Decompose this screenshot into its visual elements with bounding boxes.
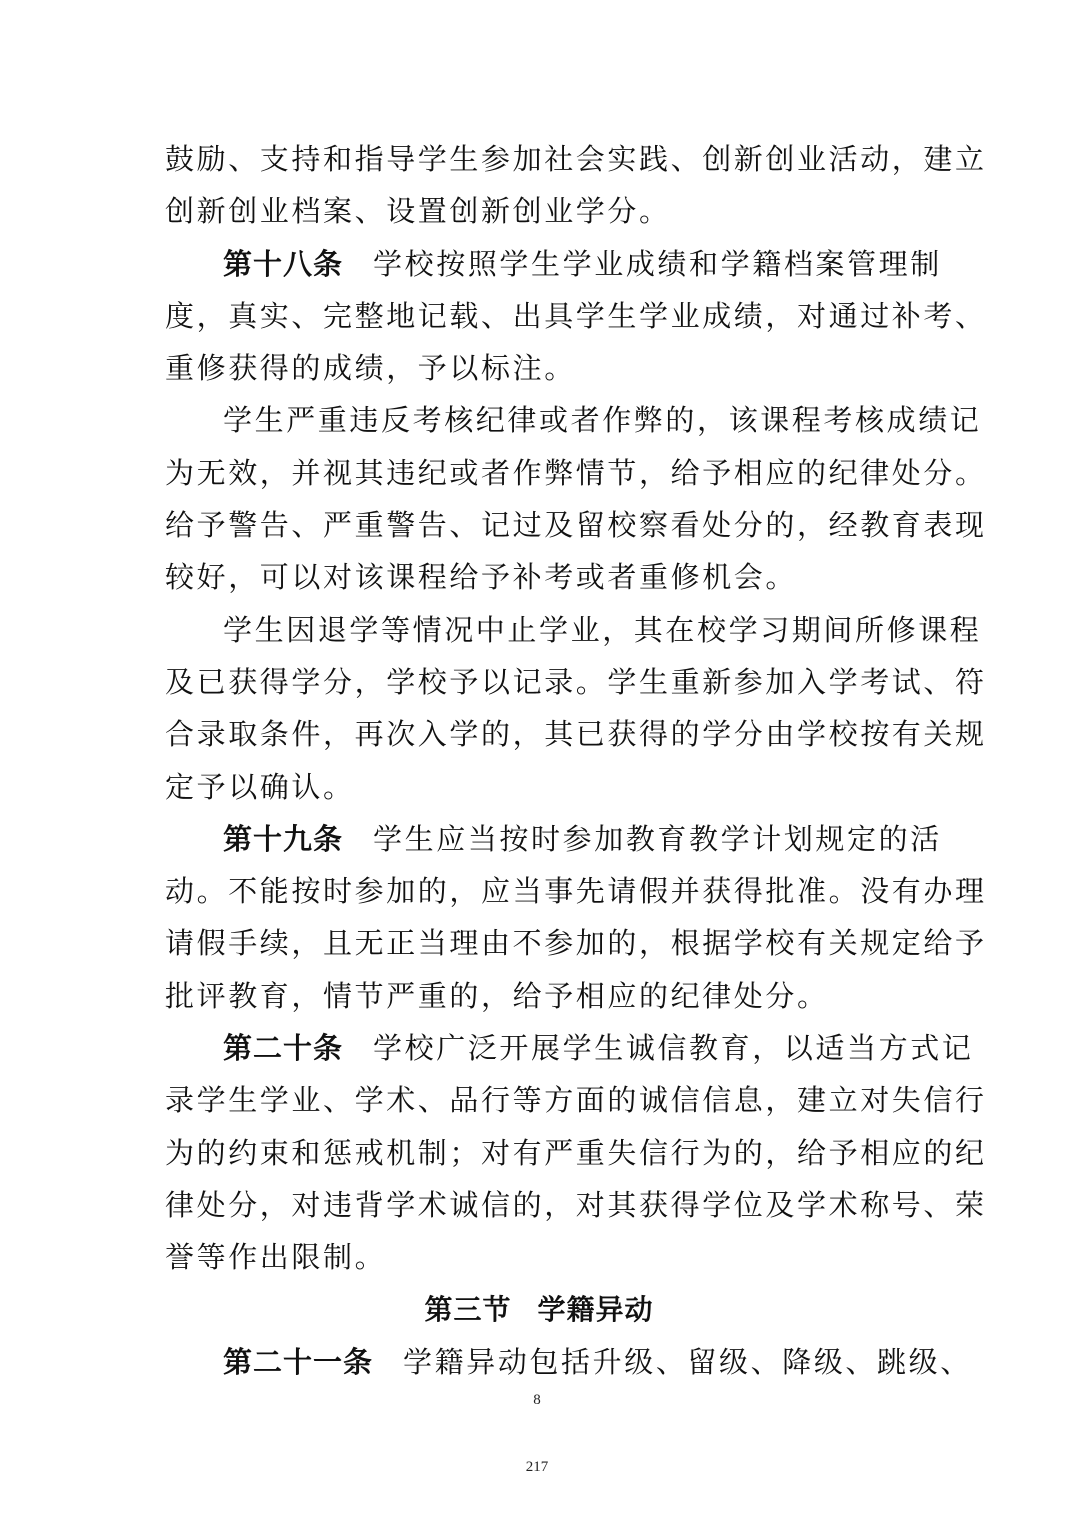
article-18-title: 第十八条 [223,246,344,281]
section-number: 第三节 [424,1292,512,1326]
text-line: 律处分，对违背学术诚信的，对其获得学位及学术称号、荣 [165,1187,987,1222]
page-number: 8 [533,1392,541,1408]
section-heading [165,1284,913,1336]
text-line: 合录取条件，再次入学的，其已获得的学分由学校按有关规 [165,717,987,752]
article-21-title: 第二十一条 [223,1344,374,1379]
text-line: 誉等作出限制。 [165,1240,387,1275]
text-line: 录学生学业、学术、品行等方面的诚信信息，建立对失信行 [165,1083,987,1118]
section-name: 学籍异动 [537,1292,654,1326]
text-line: 给予警告、严重警告、记过及留校察看处分的，经教育表现 [165,508,987,543]
article-21-first-line [165,1336,972,1388]
article-19-text: 学生应当按时参加教育教学计划规定的活 [373,821,942,856]
text-line: 学生严重违反考核纪律或者作弊的，该课程考核成绩记 [223,403,982,438]
text-line: 学生因退学等情况中止学业，其在校学习期间所修课程 [223,612,982,647]
article-20-title: 第二十条 [223,1031,344,1066]
text-line: 创新创业档案、设置创新创业学分。 [165,194,671,229]
body-text [165,133,987,1388]
article-21-text: 学籍异动包括升级、留级、降级、跳级、 [403,1344,972,1379]
article-20-text: 学校广泛开展学生诚信教育，以适当方式记 [373,1031,974,1066]
article-19-first-line [165,813,942,865]
article-19-title: 第十九条 [223,821,344,856]
article-18-first-line [165,238,942,290]
global-page-number: 217 [525,1459,549,1475]
text-line: 动。不能按时参加的，应当事先请假并获得批准。没有办理 [165,874,987,909]
text-line: 较好，可以对该课程给予补考或者重修机会。 [165,560,798,595]
text-line: 为无效，并视其违纪或者作弊情节，给予相应的纪律处分。 [165,455,987,490]
text-line: 重修获得的成绩，予以标注。 [165,351,576,386]
text-line: 度，真实、完整地记载、出具学生学业成绩，对通过补考、 [165,298,987,333]
text-line: 定予以确认。 [165,769,355,804]
text-line: 批评教育，情节严重的，给予相应的纪律处分。 [165,978,829,1013]
text-line: 鼓励、支持和指导学生参加社会实践、创新创业活动，建立 [165,142,987,176]
text-line: 及已获得学分，学校予以记录。学生重新参加入学考试、符 [165,664,987,699]
article-18-text: 学校按照学生学业成绩和学籍档案管理制 [373,246,942,281]
text-line: 请假手续，且无正当理由不参加的，根据学校有关规定给予 [165,926,987,961]
article-20-first-line [165,1022,974,1074]
text-line: 为的约束和惩戒机制；对有严重失信行为的，给予相应的纪 [165,1135,987,1170]
